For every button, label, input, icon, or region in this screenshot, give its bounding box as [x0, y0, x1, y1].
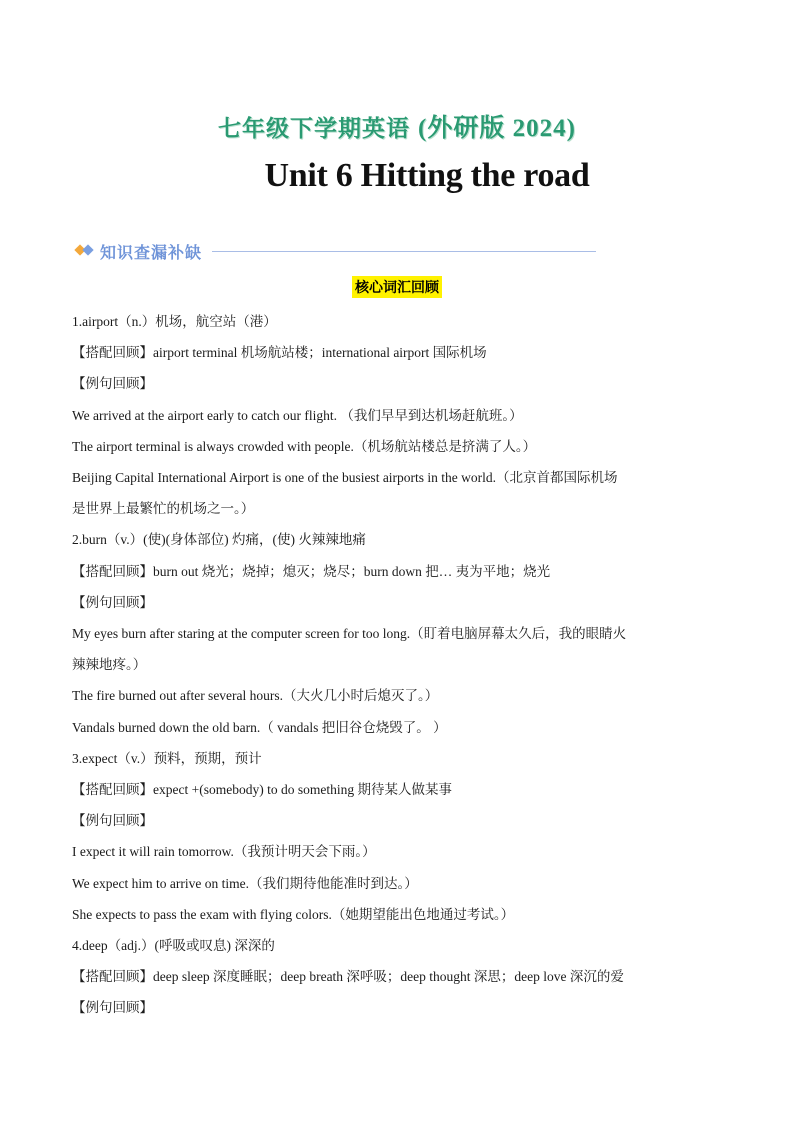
text-line: 【搭配回顾】burn out 烧光；烧掉；熄灭；烧尽；burn down 把… 夷为平地；烧光 [72, 563, 551, 579]
diamond-icon [76, 244, 94, 258]
text-line: We arrived at the airport early to catch our flight. （我们早早到达机场赶航班。） [72, 407, 523, 423]
document-title-chinese [0, 108, 794, 144]
text-line: 【搭配回顾】deep sleep 深度睡眠；deep breath 深呼吸；deep thought 深思；deep love 深沉的爱 [72, 969, 624, 985]
section-divider [212, 251, 596, 252]
title-version: (外研版 2024) [418, 115, 576, 142]
text-line: 1.airport（n.）机场，航空站（港） [72, 314, 277, 329]
text-line: 是世界上最繁忙的机场之一。） [72, 501, 255, 517]
text-line: 4.deep（adj.）(呼吸或叹息) 深深的 [72, 938, 275, 954]
text-line: I expect it will rain tomorrow.（我预计明天会下雨。） [72, 844, 376, 860]
text-line: We expect him to arrive on time.（我们期待他能准时到达。） [72, 875, 418, 891]
section-header [76, 238, 596, 264]
text-line: The airport terminal is always crowded with people.（机场航站楼总是挤满了人。） [72, 438, 537, 454]
text-line: 2.burn（v.）(使)(身体部位) 灼痛，(使) 火辣辣地痛 [72, 532, 366, 548]
text-line: 【例句回顾】 [72, 813, 153, 829]
document-title-unit: Unit 6 Hitting the road [264, 157, 590, 194]
text-line: The fire burned out after several hours.（大火几小时后熄灭了。） [72, 688, 439, 704]
text-line: 【例句回顾】 [72, 594, 153, 610]
text-line: Beijing Capital International Airport is one of the busiest airports in the world.（北京首都国际机场 [72, 470, 618, 486]
text-line: 辣辣地疼。） [72, 657, 147, 673]
subheading [0, 276, 794, 298]
section-label: 知识查漏补缺 [100, 242, 203, 262]
text-line: Vandals burned down the old barn.（ vandals 把旧谷仓烧毁了。 ） [72, 719, 447, 735]
subheading-highlight: 核心词汇回顾 [352, 276, 442, 298]
title-course: 七年级下学期英语 [218, 116, 411, 142]
text-line: My eyes burn after staring at the computer screen for too long.（盯着电脑屏幕太久后，我的眼睛火 [72, 626, 627, 642]
text-line: 3.expect（v.）预料，预期，预计 [72, 750, 262, 766]
text-line: 【搭配回顾】expect +(somebody) to do something 期待某人做某事 [72, 782, 452, 798]
text-line: 【例句回顾】 [72, 376, 153, 392]
text-line: 【例句回顾】 [72, 1000, 153, 1016]
text-line: 【搭配回顾】airport terminal 机场航站楼；international airport 国际机场 [72, 345, 487, 361]
vocabulary-content [72, 306, 724, 1024]
text-line: She expects to pass the exam with flying colors.（她期望能出色地通过考试。） [72, 906, 515, 922]
